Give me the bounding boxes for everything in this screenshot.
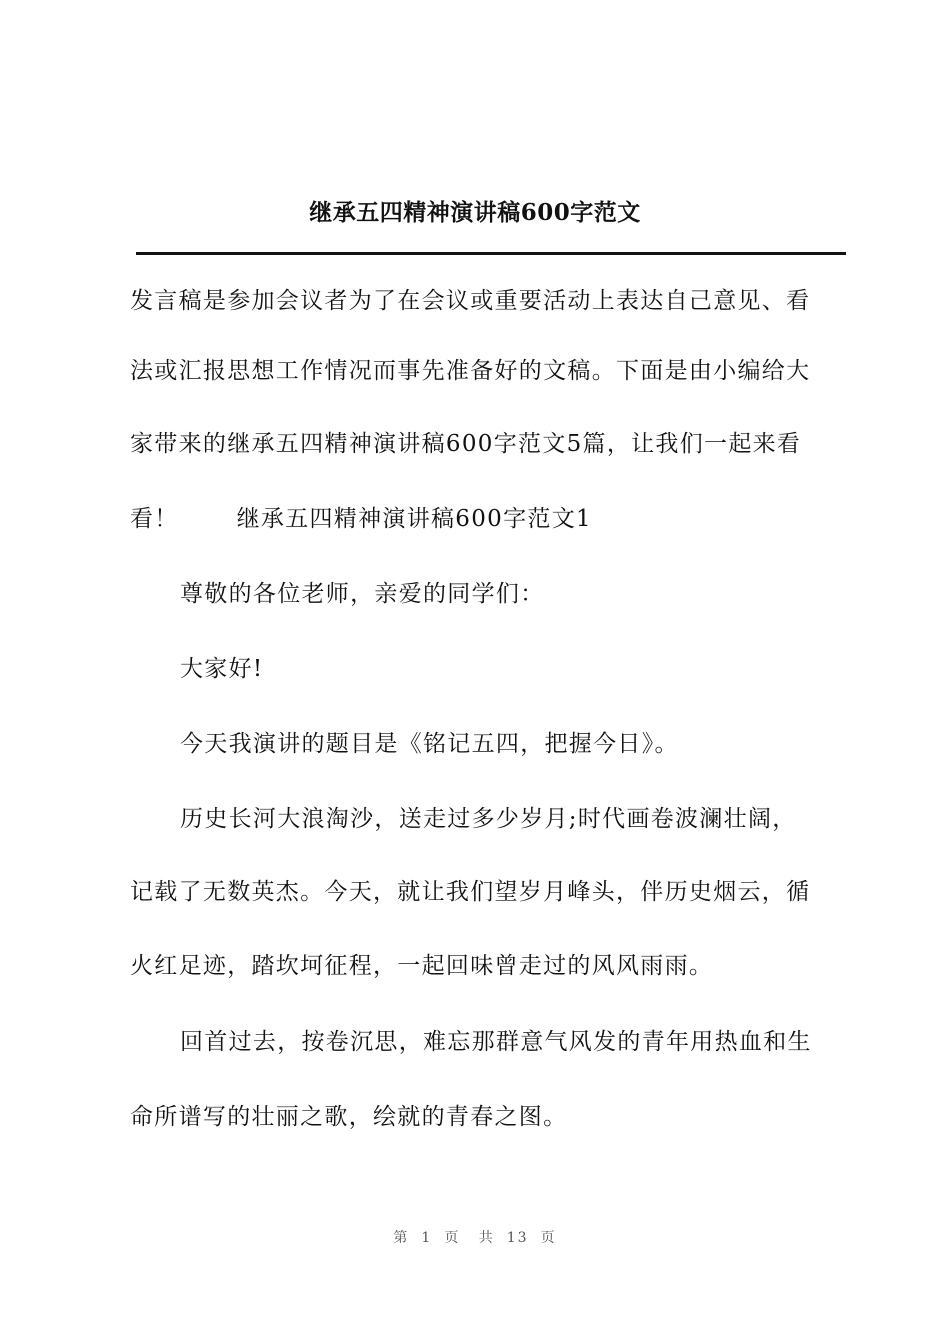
paragraph-line-with-heading bbox=[130, 499, 592, 539]
page-footer bbox=[0, 1228, 950, 1248]
footer-prefix: 第 bbox=[393, 1230, 410, 1246]
paragraph-line: 命所谱写的壮丽之歌，绘就的青春之图。 bbox=[130, 1104, 568, 1130]
paragraph-line: 火红足迹，踏坎坷征程，一起回味曾走过的风风雨雨。 bbox=[130, 953, 714, 979]
salutation: 尊敬的各位老师，亲爱的同学们： bbox=[180, 581, 545, 607]
speech-topic: 今天我演讲的题目是《铭记五四，把握今日》。 bbox=[180, 731, 679, 757]
paragraph-line: 法或汇报思想工作情况而事先准备好的文稿。下面是由小编给大 bbox=[130, 358, 811, 384]
title-divider bbox=[136, 252, 846, 255]
footer-suffix: 页 bbox=[540, 1230, 557, 1246]
footer-middle: 页 共 bbox=[444, 1230, 495, 1246]
greeting: 大家好! bbox=[180, 656, 264, 682]
paragraph-line: 发言稿是参加会议者为了在会议或重要活动上表达自己意见、看 bbox=[130, 288, 811, 314]
section-heading: 继承五四精神演讲稿600字范文1 bbox=[236, 506, 592, 532]
footer-page-number: 1 bbox=[421, 1230, 433, 1246]
document-title: 继承五四精神演讲稿600字范文 bbox=[309, 199, 641, 226]
paragraph-line: 回首过去，按卷沉思，难忘那群意气风发的青年用热血和生 bbox=[180, 1029, 812, 1055]
paragraph-line: 家带来的继承五四精神演讲稿600字范文5篇，让我们一起来看 bbox=[130, 431, 802, 457]
paragraph-line: 看！ bbox=[130, 506, 179, 532]
footer-total-pages: 13 bbox=[506, 1230, 529, 1246]
paragraph-line: 记载了无数英杰。今天，就让我们望岁月峰头，伴历史烟云，循 bbox=[130, 879, 811, 905]
paragraph-line: 历史长河大浪淘沙，送走过多少岁月;时代画卷波澜壮阔， bbox=[180, 806, 797, 832]
